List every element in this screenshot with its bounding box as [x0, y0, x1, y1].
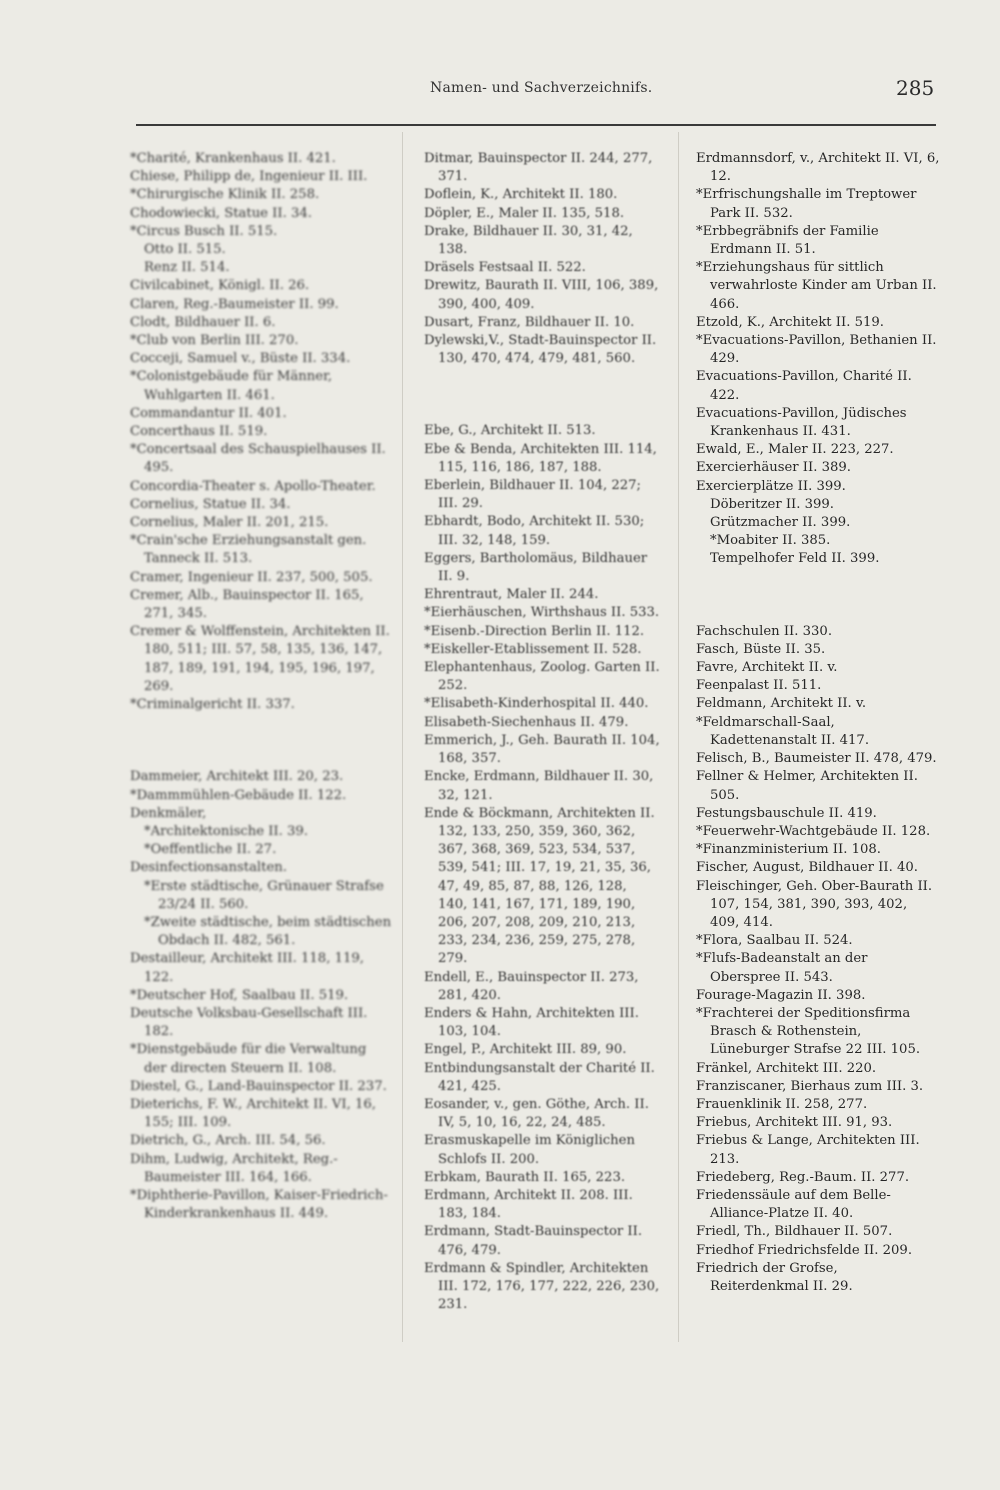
index-entry: *Circus Busch II. 515.: [130, 223, 278, 239]
section-gap: [424, 368, 660, 422]
index-entry: Ebhardt, Bodo, Architekt II. 530; III. 32, 148, 159.: [424, 514, 645, 548]
index-entry: Fasch, Büste II. 35.: [696, 641, 826, 657]
index-entry: Erdmann & Spindler, Architekten III. 172, 176, 177, 222, 226, 230, 231.: [424, 1260, 660, 1313]
index-entry: *Chirurgische Klinik II. 258.: [130, 187, 320, 203]
index-entry: Friedl, Th., Bildhauer II. 507.: [696, 1224, 893, 1240]
index-entry: Friebus, Architekt III. 91, 93.: [696, 1115, 893, 1131]
index-entry: *Dammmühlen-Gebäude II. 122.: [130, 787, 347, 803]
index-entry: *Crain'sche Erziehungsanstalt gen. Tanneck II. 513.: [130, 533, 367, 567]
index-entry: Concerthaus II. 519.: [130, 424, 268, 440]
index-entry: Civilcabinet, Königl. II. 26.: [130, 278, 310, 294]
index-entry: Ende & Böckmann, Architekten II. 132, 133, 250, 359, 360, 362, 367, 368, 369, 523, 534, 537, 539, 541; III. 17, 19, 21, 35, 36, 47, 49, 85, 87, 88, 126, 128, 140, 141, 167, 171, 189, 190, 206, 207, 208, 209, 210, 213, 233, 234, 236, 259, 275, 278, 279.: [424, 805, 655, 967]
index-entry: Ehrentraut, Maler II. 244.: [424, 587, 599, 603]
index-entry: Fränkel, Architekt III. 220.: [696, 1060, 877, 1076]
index-entry: *Erbbegräbnifs der Familie Erdmann II. 51.: [696, 223, 879, 258]
index-entry: Etzold, K., Architekt II. 519.: [696, 314, 884, 330]
index-entry: Evacuations-Pavillon, Jüdisches Krankenhaus II. 431.: [696, 405, 907, 440]
index-entry: Concordia-Theater s. Apollo-Theater.: [130, 478, 376, 494]
index-entry: Favre, Architekt II. v.: [696, 660, 838, 676]
index-entry: Cornelius, Statue II. 34.: [130, 496, 291, 512]
index-entry: Exercierhäuser II. 389.: [696, 460, 851, 476]
index-entry: Eberlein, Bildhauer II. 104, 227; III. 29.: [424, 478, 641, 512]
index-entry: *Deutscher Hof, Saalbau II. 519.: [130, 987, 349, 1003]
index-entry: Cramer, Ingenieur II. 237, 500, 505.: [130, 569, 373, 585]
index-entry: Felisch, B., Baumeister II. 478, 479.: [696, 751, 937, 767]
index-entry: Cornelius, Maler II. 201, 215.: [130, 515, 329, 531]
index-entry: Fachschulen II. 330.: [696, 623, 833, 639]
index-entry: *Charité, Krankenhaus II. 421.: [130, 151, 336, 166]
index-entry: Döpler, E., Maler II. 135, 518.: [424, 205, 625, 221]
index-entry: Erasmuskapelle im Königlichen Schlofs II. 200.: [424, 1133, 635, 1167]
index-entry: *Feldmarschall-Saal, Kadettenanstalt II. 417.: [696, 714, 870, 748]
index-subentry: Otto II. 515.: [144, 242, 226, 258]
index-entry: Dusart, Franz, Bildhauer II. 10.: [424, 314, 635, 330]
header-rule: [136, 124, 936, 126]
index-subentry: *Moabiter II. 385.: [710, 533, 831, 549]
index-entry: Erbkam, Baurath II. 165, 223.: [424, 1169, 626, 1185]
index-subentry: Tempelhofer Feld II. 399.: [710, 551, 880, 567]
index-entry: Erdmann, Stadt-Bauinspector II. 476, 479.: [424, 1224, 643, 1258]
index-entry: *Colonistgebäude für Männer, Wuhlgarten II. 461.: [130, 369, 333, 403]
index-column-middle: [424, 150, 660, 1314]
index-entry: *Erziehungshaus für sittlich verwahrloste Kinder am Urban II. 466.: [696, 260, 937, 312]
index-entry: Desinfectionsanstalten.: [130, 860, 287, 876]
index-entry: Dräsels Festsaal II. 522.: [424, 260, 586, 276]
index-entry: *Finanzministerium II. 108.: [696, 842, 881, 858]
index-entry: Friedhof Friedrichsfelde II. 209.: [696, 1242, 913, 1258]
index-entry: *Frachterei der Speditionsfirma Brasch & Rothenstein, Lüneburger Strafse 22 III. 105.: [696, 1005, 921, 1058]
index-entry: *Elisabeth-Kinderhospital II. 440.: [424, 696, 649, 712]
index-entry: *Evacuations-Pavillon, Bethanien II. 429.: [696, 333, 937, 367]
index-entry: Cocceji, Samuel v., Büste II. 334.: [130, 351, 351, 367]
column-divider: [678, 132, 679, 1342]
index-entry: Ebe, G., Architekt II. 513.: [424, 423, 596, 439]
index-entry: Dihm, Ludwig, Architekt, Reg.-Baumeister III. 164, 166.: [130, 1151, 338, 1185]
index-entry: Erdmann, Architekt II. 208. III. 183, 184.: [424, 1187, 633, 1222]
index-entry: *Eierhäuschen, Wirthshaus II. 533.: [424, 605, 660, 621]
index-entry: Dietrich, G., Arch. III. 54, 56.: [130, 1133, 326, 1149]
index-column-right: [696, 150, 940, 1296]
index-entry: Exercierplätze II. 399.: [696, 478, 846, 494]
index-entry: Friedrich der Grofse, Reiterdenkmal II. 29.: [696, 1260, 853, 1294]
index-entry: *Diphtherie-Pavillon, Kaiser-Friedrich-Kinderkrankenhaus II. 449.: [130, 1187, 388, 1222]
index-entry: Eggers, Bartholomäus, Bildhauer II. 9.: [424, 550, 648, 585]
index-entry: Engel, P., Architekt III. 89, 90.: [424, 1042, 627, 1058]
column-divider: [402, 132, 403, 1342]
page-number: 285: [896, 76, 935, 100]
index-entry: Denkmäler,: [130, 805, 207, 821]
index-subentry: *Erste städtische, Grünauer Strafse 23/24 II. 560.: [144, 878, 384, 912]
index-entry: Ditmar, Bauinspector II. 244, 277, 371.: [424, 151, 653, 185]
index-entry: Destailleur, Architekt III. 118, 119, 122.: [130, 951, 364, 985]
index-entry: Enders & Hahn, Architekten III. 103, 104.: [424, 1005, 639, 1040]
index-entry: Fourage-Magazin II. 398.: [696, 987, 866, 1003]
index-entry: *Flufs-Badeanstalt an der Oberspree II. 543.: [696, 951, 868, 985]
index-entry: Encke, Erdmann, Bildhauer II. 30, 32, 121.: [424, 769, 654, 803]
index-entry: Friedeberg, Reg.-Baum. II. 277.: [696, 1169, 910, 1185]
index-entry: *Eiskeller-Etablissement II. 528.: [424, 641, 642, 657]
index-entry: Franziscaner, Bierhaus zum III. 3.: [696, 1078, 924, 1094]
index-subentry: *Architektonische II. 39.: [144, 823, 308, 839]
index-entry: Friedenssäule auf dem Belle-Alliance-Platze II. 40.: [696, 1187, 891, 1222]
index-subentry: Döberitzer II. 399.: [710, 496, 834, 512]
index-entry: Commandantur II. 401.: [130, 405, 287, 421]
index-entry: Ebe & Benda, Architekten III. 114, 115, 116, 186, 187, 188.: [424, 441, 657, 475]
index-entry: Ewald, E., Maler II. 223, 227.: [696, 442, 894, 458]
index-entry: Erdmannsdorf, v., Architekt II. VI, 6, 12.: [696, 151, 940, 185]
index-entry: *Club von Berlin III. 270.: [130, 333, 299, 349]
index-entry: *Eisenb.-Direction Berlin II. 112.: [424, 623, 645, 639]
index-entry: Evacuations-Pavillon, Charité II. 422.: [696, 369, 912, 403]
index-entry: Chodowiecki, Statue II. 34.: [130, 205, 312, 221]
index-entry: Endell, E., Bauinspector II. 273, 281, 420.: [424, 969, 639, 1003]
index-entry: Friebus & Lange, Architekten III. 213.: [696, 1133, 920, 1167]
index-entry: *Erfrischungshalle im Treptower Park II. 532.: [696, 187, 917, 221]
index-entry: *Criminalgericht II. 337.: [130, 697, 295, 713]
index-entry: Festungsbauschule II. 419.: [696, 805, 877, 821]
index-entry: Fleischinger, Geh. Ober-Baurath II. 107, 154, 381, 390, 393, 402, 409, 414.: [696, 878, 933, 930]
index-entry: Dammeier, Architekt III. 20, 23.: [130, 769, 344, 785]
section-gap: [696, 569, 940, 623]
index-entry: Clodt, Bildhauer II. 6.: [130, 314, 276, 330]
index-entry: Deutsche Volksbau-Gesellschaft III. 182.: [130, 1005, 368, 1040]
running-head: Namen- und Sachverzeichnifs.: [430, 80, 653, 96]
index-entry: *Dienstgebäude für die Verwaltung der directen Steuern II. 108.: [130, 1042, 367, 1076]
index-column-left: [130, 150, 392, 1223]
index-entry: Drewitz, Baurath II. VIII, 106, 389, 390, 400, 409.: [424, 278, 659, 312]
index-entry: *Flora, Saalbau II. 524.: [696, 933, 853, 949]
index-subentry: *Zweite städtische, beim städtischen Obdach II. 482, 561.: [144, 914, 392, 949]
index-entry: Dylewski,V., Stadt-Bauinspector II. 130, 470, 474, 479, 481, 560.: [424, 333, 657, 367]
index-entry: Dieterichs, F. W., Architekt II. VI, 16, 155; III. 109.: [130, 1096, 376, 1131]
index-entry: Feldmann, Architekt II. v.: [696, 696, 867, 712]
index-entry: Emmerich, J., Geh. Baurath II. 104, 168, 357.: [424, 732, 660, 767]
index-entry: Frauenklinik II. 258, 277.: [696, 1096, 868, 1112]
index-entry: Elisabeth-Siechenhaus II. 479.: [424, 714, 629, 730]
index-entry: Chiese, Philipp de, Ingenieur II. III.: [130, 169, 368, 185]
index-entry: Claren, Reg.-Baumeister II. 99.: [130, 296, 339, 312]
index-subentry: Grützmacher II. 399.: [710, 515, 851, 531]
index-entry: Fellner & Helmer, Architekten II. 505.: [696, 769, 918, 803]
index-subentry: *Oeffentliche II. 27.: [144, 842, 277, 858]
index-entry: Drake, Bildhauer II. 30, 31, 42, 138.: [424, 223, 633, 258]
index-entry: Doflein, K., Architekt II. 180.: [424, 187, 618, 203]
index-entry: Feenpalast II. 511.: [696, 678, 822, 694]
index-entry: *Feuerwehr-Wachtgebäude II. 128.: [696, 823, 931, 839]
index-entry: *Concertsaal des Schauspielhauses II. 495.: [130, 442, 386, 476]
index-entry: Cremer, Alb., Bauinspector II. 165, 271, 345.: [130, 587, 364, 622]
index-subentry: Renz II. 514.: [144, 260, 230, 276]
index-entry: Diestel, G., Land-Bauinspector II. 237.: [130, 1078, 387, 1094]
index-entry: Cremer & Wolffenstein, Architekten II. 180, 511; III. 57, 58, 135, 136, 147, 187, 189, 191, 194, 195, 196, 197, 269.: [130, 624, 390, 694]
index-entry: Eosander, v., gen. Göthe, Arch. II. IV, 5, 10, 16, 22, 24, 485.: [424, 1096, 649, 1131]
index-entry: Elephantenhaus, Zoolog. Garten II. 252.: [424, 660, 660, 694]
index-entry: Fischer, August, Bildhauer II. 40.: [696, 860, 918, 876]
index-entry: Entbindungsanstalt der Charité II. 421, 425.: [424, 1060, 655, 1094]
section-gap: [130, 714, 392, 768]
